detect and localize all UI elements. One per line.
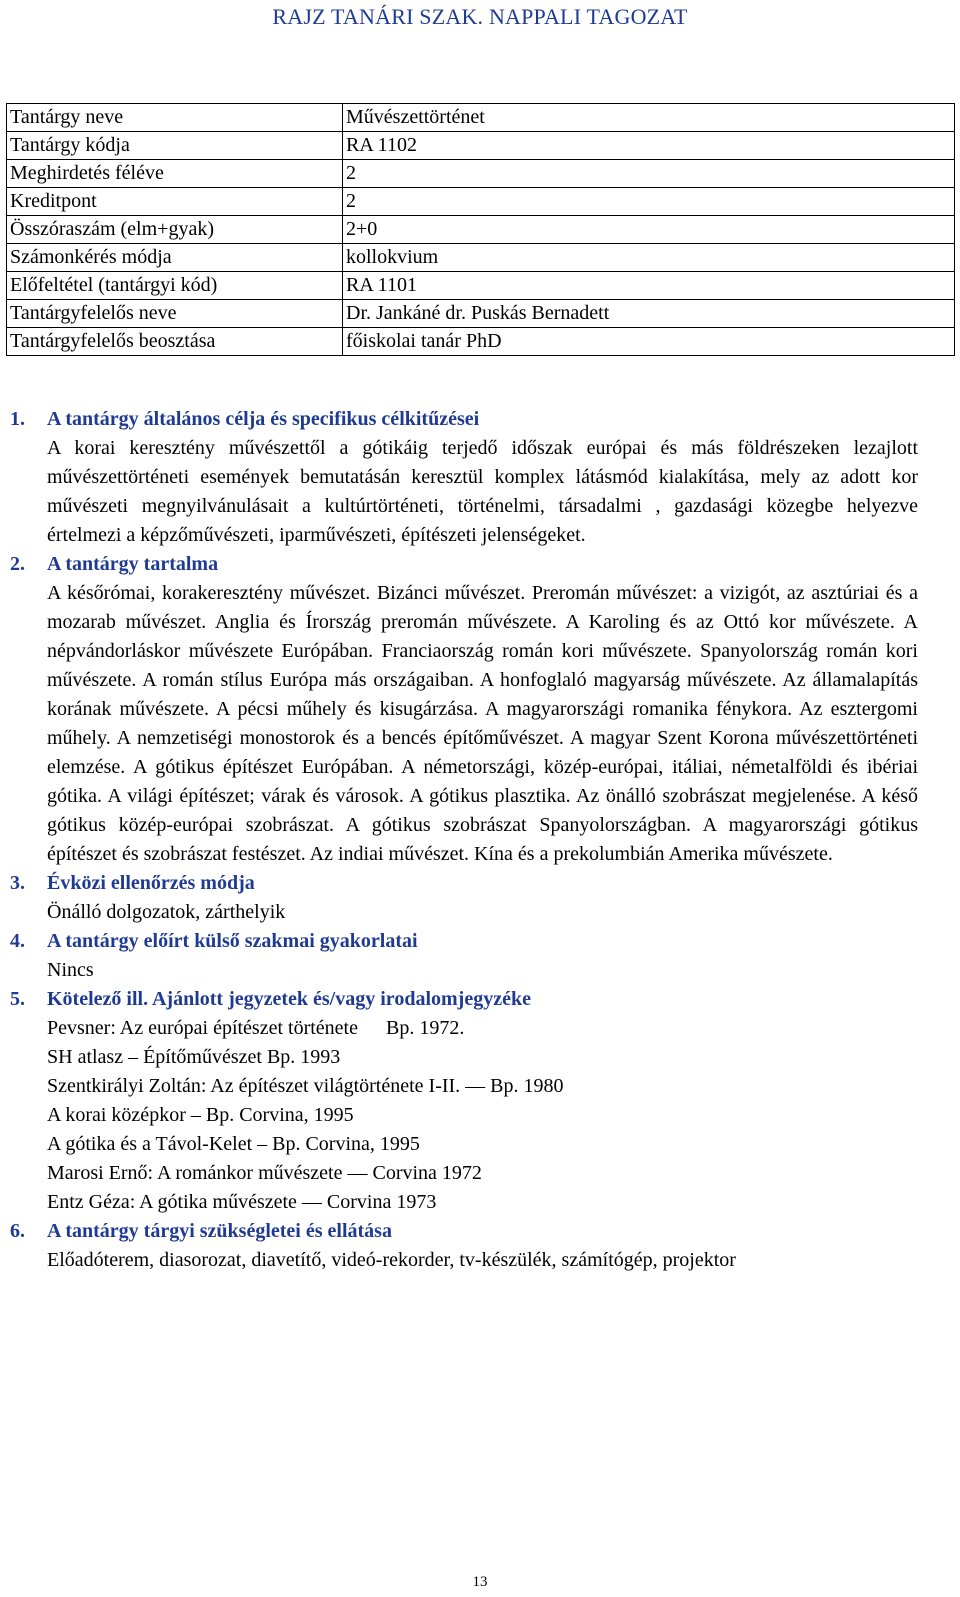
section-title: A tantárgy tartalma	[47, 553, 219, 575]
field-label: Meghirdetés féléve	[7, 160, 343, 188]
bibliography-item: SH atlasz – Építőművészet Bp. 1993	[47, 1046, 341, 1068]
section-number: 5.	[10, 988, 25, 1010]
bibliography-item: Entz Géza: A gótika művészete –– Corvina 1973	[47, 1191, 437, 1213]
field-value: kollokvium	[343, 244, 955, 272]
page-number: 13	[472, 1574, 488, 1590]
section-title: A tantárgy tárgyi szükségletei és ellátása	[47, 1220, 392, 1242]
field-label: Összóraszám (elm+gyak)	[7, 216, 343, 244]
table-row	[7, 216, 955, 244]
bibliography-item: A gótika és a Távol-Kelet – Bp. Corvina, 1995	[47, 1133, 420, 1155]
table-row	[7, 328, 955, 356]
section-heading	[10, 1217, 918, 1246]
bibliography-entry-year: Bp. 1972.	[386, 1017, 465, 1039]
table-row	[7, 160, 955, 188]
section-title: A tantárgy előírt külső szakmai gyakorlatai	[47, 930, 418, 952]
field-label: Számonkérés módja	[7, 244, 343, 272]
section-body: A későrómai, korakeresztény művészet. Bizánci művészet. Preromán művészet: a vizigót, az asztúriai és a mozarab művészet. Anglia és Írország preromán művészete. A Karoling és az Ottó kor művészete. A népvándorláskor művészete Európában. Franciaország román kori művészete. Spanyolország román kori művészete. A román stílus Európa más országaiban. A honfoglaló magyarság művészete. Az államalapítás korának művészete. A pécsi műhely és kisugárzása. A magyarországi romanika fénykora. Az esztergomi műhely. A nemzetiségi monostorok és a bencés építőművészet. A magyar Szent Korona művészettörténeti elemzése. A gótikus építészet Európában. A németországi, közép-európai, itáliai, németalföldi és ibériai gótika. A világi építészet; várak és városok. A gótikus plasztika. Az önálló szobrászat megjelenése. A késő gótikus közép-európai szobrászat. A gótikus szobrászat Spanyolországban. A magyarországi gótikus építészet és szobrászat festészet. Az indiai művészet. Kína és a prekolumbián Amerika művészete.	[47, 582, 918, 865]
field-value: főiskolai tanár PhD	[343, 328, 955, 356]
field-label: Tantárgy kódja	[7, 132, 343, 160]
table-row	[7, 188, 955, 216]
section-body: A korai keresztény művészettől a gótikáig terjedő időszak európai és más földrészeken lezajlott művészettörténeti események bemutatásán keresztül komplex látásmód kialakítása, mely az adott kor művészeti megnyilvánulásait a kultúrtörténeti, történelmi, társadalmi , gazdasági közegbe helyezve értelmezi a képzőművészeti, iparművészeti, építészeti jelenségeket.	[47, 437, 918, 546]
section-number: 1.	[10, 408, 25, 430]
table-row	[7, 272, 955, 300]
section-number: 2.	[10, 553, 25, 575]
bibliography-entry: Pevsner: Az európai építészet története	[47, 1017, 358, 1039]
field-value: 2	[343, 160, 955, 188]
field-value: RA 1101	[343, 272, 955, 300]
section-heading	[10, 550, 918, 579]
field-label: Tantárgyfelelős beosztása	[7, 328, 343, 356]
section-body: Önálló dolgozatok, zárthelyik	[47, 901, 286, 923]
bibliography-item: A korai középkor – Bp. Corvina, 1995	[47, 1104, 354, 1126]
section-heading	[10, 869, 918, 898]
bibliography-item: Szentkirályi Zoltán: Az építészet világtörténete I-II. –– Bp. 1980	[47, 1075, 564, 1097]
section-heading	[10, 927, 918, 956]
section-title: Kötelező ill. Ajánlott jegyzetek és/vagy irodalomjegyzéke	[47, 988, 531, 1010]
section-number: 4.	[10, 930, 25, 952]
table-row	[7, 104, 955, 132]
field-label: Tantárgy neve	[7, 104, 343, 132]
bibliography-item: Marosi Ernő: A románkor művészete –– Corvina 1972	[47, 1162, 482, 1184]
field-label: Kreditpont	[7, 188, 343, 216]
section-heading	[10, 405, 918, 434]
field-value: RA 1102	[343, 132, 955, 160]
field-value: Dr. Jankáné dr. Puskás Bernadett	[343, 300, 955, 328]
field-label: Előfeltétel (tantárgyi kód)	[7, 272, 343, 300]
field-label: Tantárgyfelelős neve	[7, 300, 343, 328]
bibliography-list	[10, 1014, 918, 1217]
bibliography-item	[47, 1014, 918, 1043]
field-value: Művészettörténet	[343, 104, 955, 132]
section-heading	[10, 985, 918, 1014]
section-title: Évközi ellenőrzés módja	[47, 872, 255, 894]
course-info-table	[6, 103, 955, 356]
section-body: Nincs	[47, 959, 94, 981]
table-row	[7, 132, 955, 160]
section-number: 3.	[10, 872, 25, 894]
field-value: 2+0	[343, 216, 955, 244]
section-title: A tantárgy általános célja és specifikus célkitűzései	[47, 408, 480, 430]
table-row	[7, 244, 955, 272]
syllabus-content	[10, 405, 918, 1275]
section-body: Előadóterem, diasorozat, diavetítő, videó-rekorder, tv-készülék, számítógép, projektor	[47, 1249, 736, 1271]
section-number: 6.	[10, 1220, 25, 1242]
page-header: RAJZ TANÁRI SZAK. NAPPALI TAGOZAT	[272, 4, 688, 29]
table-row	[7, 300, 955, 328]
field-value: 2	[343, 188, 955, 216]
